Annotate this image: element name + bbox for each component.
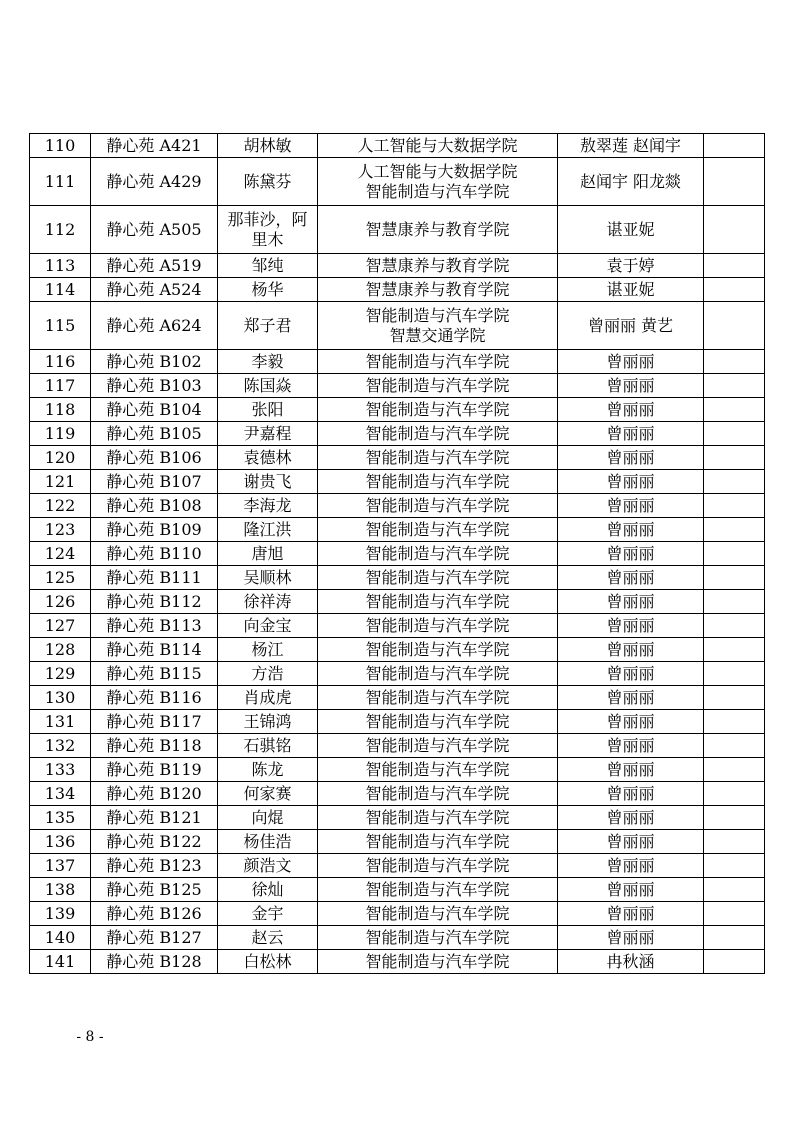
cell-room: 静心苑 B109	[91, 518, 218, 542]
cell-college	[318, 206, 558, 254]
cell-counselor: 曾丽丽	[558, 710, 704, 734]
cell-remark	[704, 854, 765, 878]
cell-college	[318, 446, 558, 470]
cell-counselor: 曾丽丽	[558, 350, 704, 374]
college-line: 智慧康养与教育学院	[365, 219, 510, 239]
cell-remark	[704, 902, 765, 926]
cell-college	[318, 566, 558, 590]
college-line: 智能制造与汽车学院	[365, 783, 510, 803]
cell-remark	[704, 518, 765, 542]
cell-name: 向金宝	[218, 614, 318, 638]
cell-number: 136	[30, 830, 91, 854]
cell-counselor: 曾丽丽	[558, 878, 704, 902]
cell-remark	[704, 542, 765, 566]
table-row	[30, 206, 765, 254]
cell-remark	[704, 422, 765, 446]
cell-college	[318, 662, 558, 686]
cell-room: 静心苑 B107	[91, 470, 218, 494]
cell-name: 方浩	[218, 662, 318, 686]
college-line: 智能制造与汽车学院	[365, 375, 510, 395]
college-line: 智能制造与汽车学院	[365, 495, 510, 515]
table-row	[30, 710, 765, 734]
cell-number: 112	[30, 206, 91, 254]
cell-room: 静心苑 B112	[91, 590, 218, 614]
cell-name: 金宇	[218, 902, 318, 926]
table-row	[30, 278, 765, 302]
cell-counselor: 曾丽丽 黄艺	[558, 302, 704, 350]
cell-number: 122	[30, 494, 91, 518]
cell-name: 胡林敏	[218, 134, 318, 158]
cell-name: 王锦鸿	[218, 710, 318, 734]
cell-number: 116	[30, 350, 91, 374]
cell-number: 126	[30, 590, 91, 614]
cell-counselor: 曾丽丽	[558, 374, 704, 398]
cell-remark	[704, 614, 765, 638]
cell-counselor: 曾丽丽	[558, 902, 704, 926]
cell-name: 袁德林	[218, 446, 318, 470]
cell-name: 白松林	[218, 950, 318, 974]
cell-counselor: 曾丽丽	[558, 782, 704, 806]
cell-room: 静心苑 A519	[91, 254, 218, 278]
table-row	[30, 398, 765, 422]
college-line: 智能制造与汽车学院	[365, 711, 510, 731]
college-line: 智能制造与汽车学院	[365, 351, 510, 371]
college-line: 智慧康养与教育学院	[365, 255, 510, 275]
cell-number: 118	[30, 398, 91, 422]
college-line: 智能制造与汽车学院	[365, 615, 510, 635]
cell-room: 静心苑 B116	[91, 686, 218, 710]
cell-counselor: 曾丽丽	[558, 614, 704, 638]
cell-room: 静心苑 B115	[91, 662, 218, 686]
college-line: 智能制造与汽车学院	[365, 903, 510, 923]
cell-college	[318, 518, 558, 542]
table-row	[30, 542, 765, 566]
cell-remark	[704, 662, 765, 686]
cell-name: 赵云	[218, 926, 318, 950]
cell-counselor: 曾丽丽	[558, 422, 704, 446]
cell-counselor: 曾丽丽	[558, 686, 704, 710]
college-line: 智能制造与汽车学院	[365, 447, 510, 467]
cell-counselor: 曾丽丽	[558, 926, 704, 950]
college-line: 智能制造与汽车学院	[365, 759, 510, 779]
table-row	[30, 782, 765, 806]
college-line: 智能制造与汽车学院	[365, 181, 510, 201]
college-line: 智能制造与汽车学院	[365, 663, 510, 683]
cell-number: 119	[30, 422, 91, 446]
cell-name: 颜浩文	[218, 854, 318, 878]
table-row	[30, 374, 765, 398]
cell-name: 杨华	[218, 278, 318, 302]
cell-room: 静心苑 B127	[91, 926, 218, 950]
cell-name: 郑子君	[218, 302, 318, 350]
table-row	[30, 422, 765, 446]
table-row	[30, 950, 765, 974]
cell-number: 135	[30, 806, 91, 830]
cell-remark	[704, 206, 765, 254]
cell-counselor: 曾丽丽	[558, 542, 704, 566]
cell-counselor: 曾丽丽	[558, 590, 704, 614]
cell-remark	[704, 278, 765, 302]
cell-room: 静心苑 B111	[91, 566, 218, 590]
cell-name: 陈黛芬	[218, 158, 318, 206]
cell-number: 121	[30, 470, 91, 494]
cell-counselor: 曾丽丽	[558, 662, 704, 686]
cell-remark	[704, 710, 765, 734]
table-row	[30, 686, 765, 710]
cell-room: 静心苑 B118	[91, 734, 218, 758]
cell-counselor: 冉秋涵	[558, 950, 704, 974]
college-line: 智能制造与汽车学院	[365, 927, 510, 947]
cell-number: 137	[30, 854, 91, 878]
cell-college	[318, 278, 558, 302]
cell-college	[318, 854, 558, 878]
cell-remark	[704, 494, 765, 518]
cell-college	[318, 254, 558, 278]
cell-room: 静心苑 B106	[91, 446, 218, 470]
table-row	[30, 566, 765, 590]
college-line: 智能制造与汽车学院	[365, 591, 510, 611]
table-row	[30, 446, 765, 470]
cell-remark	[704, 782, 765, 806]
cell-room: 静心苑 A505	[91, 206, 218, 254]
cell-college	[318, 686, 558, 710]
cell-college	[318, 470, 558, 494]
cell-room: 静心苑 B123	[91, 854, 218, 878]
cell-name: 陈龙	[218, 758, 318, 782]
college-line: 智能制造与汽车学院	[365, 855, 510, 875]
cell-college	[318, 494, 558, 518]
cell-room: 静心苑 B103	[91, 374, 218, 398]
table-row	[30, 854, 765, 878]
cell-number: 133	[30, 758, 91, 782]
cell-room: 静心苑 B119	[91, 758, 218, 782]
cell-name: 石骐铭	[218, 734, 318, 758]
cell-counselor: 曾丽丽	[558, 566, 704, 590]
cell-room: 静心苑 B117	[91, 710, 218, 734]
cell-name: 尹嘉程	[218, 422, 318, 446]
college-line: 智能制造与汽车学院	[365, 807, 510, 827]
cell-counselor: 曾丽丽	[558, 806, 704, 830]
cell-name: 杨佳浩	[218, 830, 318, 854]
cell-room: 静心苑 B120	[91, 782, 218, 806]
cell-name: 杨江	[218, 638, 318, 662]
cell-number: 113	[30, 254, 91, 278]
table-row	[30, 134, 765, 158]
cell-number: 124	[30, 542, 91, 566]
college-line: 智能制造与汽车学院	[365, 831, 510, 851]
table-row	[30, 254, 765, 278]
cell-number: 132	[30, 734, 91, 758]
cell-college	[318, 638, 558, 662]
cell-room: 静心苑 B102	[91, 350, 218, 374]
cell-college	[318, 902, 558, 926]
cell-counselor: 曾丽丽	[558, 638, 704, 662]
cell-college	[318, 830, 558, 854]
cell-remark	[704, 302, 765, 350]
cell-number: 125	[30, 566, 91, 590]
college-line: 智能制造与汽车学院	[365, 639, 510, 659]
college-line: 智能制造与汽车学院	[365, 567, 510, 587]
cell-room: 静心苑 B110	[91, 542, 218, 566]
table-row	[30, 638, 765, 662]
cell-name: 吴顺林	[218, 566, 318, 590]
cell-room: 静心苑 A624	[91, 302, 218, 350]
cell-number: 131	[30, 710, 91, 734]
cell-college	[318, 302, 558, 350]
cell-name: 谢贵飞	[218, 470, 318, 494]
cell-counselor: 曾丽丽	[558, 398, 704, 422]
cell-name: 李海龙	[218, 494, 318, 518]
cell-counselor: 曾丽丽	[558, 734, 704, 758]
cell-number: 111	[30, 158, 91, 206]
cell-remark	[704, 134, 765, 158]
college-line: 智能制造与汽车学院	[365, 687, 510, 707]
table-row	[30, 158, 765, 206]
college-line: 人工智能与大数据学院	[357, 161, 518, 181]
college-line: 智能制造与汽车学院	[365, 423, 510, 443]
table-row	[30, 806, 765, 830]
cell-name: 张阳	[218, 398, 318, 422]
table-row	[30, 926, 765, 950]
cell-room: 静心苑 B126	[91, 902, 218, 926]
cell-number: 127	[30, 614, 91, 638]
cell-remark	[704, 734, 765, 758]
cell-room: 静心苑 B125	[91, 878, 218, 902]
cell-number: 117	[30, 374, 91, 398]
cell-name: 向焜	[218, 806, 318, 830]
cell-number: 139	[30, 902, 91, 926]
table-row	[30, 878, 765, 902]
table-row	[30, 758, 765, 782]
table-row	[30, 350, 765, 374]
cell-remark	[704, 830, 765, 854]
college-line: 智能制造与汽车学院	[365, 543, 510, 563]
table-row	[30, 830, 765, 854]
cell-remark	[704, 878, 765, 902]
college-line: 人工智能与大数据学院	[357, 135, 518, 155]
cell-counselor: 曾丽丽	[558, 518, 704, 542]
cell-name: 唐旭	[218, 542, 318, 566]
cell-college	[318, 926, 558, 950]
cell-name: 陈国焱	[218, 374, 318, 398]
college-line: 智能制造与汽车学院	[365, 471, 510, 491]
cell-college	[318, 158, 558, 206]
cell-college	[318, 374, 558, 398]
cell-room: 静心苑 B122	[91, 830, 218, 854]
cell-name: 徐灿	[218, 878, 318, 902]
cell-remark	[704, 254, 765, 278]
college-line: 智能制造与汽车学院	[365, 879, 510, 899]
cell-remark	[704, 926, 765, 950]
cell-remark	[704, 374, 765, 398]
table-row	[30, 902, 765, 926]
cell-college	[318, 422, 558, 446]
college-line: 智能制造与汽车学院	[365, 399, 510, 419]
cell-college	[318, 614, 558, 638]
college-line: 智能制造与汽车学院	[365, 735, 510, 755]
cell-remark	[704, 398, 765, 422]
cell-college	[318, 134, 558, 158]
cell-number: 141	[30, 950, 91, 974]
cell-remark	[704, 686, 765, 710]
cell-college	[318, 878, 558, 902]
cell-name: 李毅	[218, 350, 318, 374]
cell-college	[318, 710, 558, 734]
cell-college	[318, 398, 558, 422]
cell-number: 129	[30, 662, 91, 686]
table-row	[30, 518, 765, 542]
cell-room: 静心苑 B105	[91, 422, 218, 446]
cell-number: 110	[30, 134, 91, 158]
cell-number: 138	[30, 878, 91, 902]
cell-counselor: 曾丽丽	[558, 446, 704, 470]
table-row	[30, 734, 765, 758]
cell-name: 肖成虎	[218, 686, 318, 710]
cell-remark	[704, 566, 765, 590]
cell-remark	[704, 590, 765, 614]
college-line: 智慧康养与教育学院	[365, 279, 510, 299]
cell-college	[318, 950, 558, 974]
cell-remark	[704, 446, 765, 470]
cell-college	[318, 542, 558, 566]
cell-remark	[704, 758, 765, 782]
cell-number: 120	[30, 446, 91, 470]
cell-room: 静心苑 A421	[91, 134, 218, 158]
table-row	[30, 590, 765, 614]
cell-remark	[704, 806, 765, 830]
college-line: 智能制造与汽车学院	[365, 951, 510, 971]
cell-name: 何家赛	[218, 782, 318, 806]
cell-counselor: 谌亚妮	[558, 278, 704, 302]
cell-number: 123	[30, 518, 91, 542]
table-row	[30, 614, 765, 638]
page-number: - 8 -	[76, 1029, 104, 1045]
cell-college	[318, 734, 558, 758]
table-row	[30, 494, 765, 518]
cell-room: 静心苑 A429	[91, 158, 218, 206]
cell-counselor: 曾丽丽	[558, 830, 704, 854]
dormitory-table	[29, 133, 765, 974]
college-line: 智能制造与汽车学院	[365, 305, 510, 325]
cell-number: 128	[30, 638, 91, 662]
cell-counselor: 敖翠莲 赵闻宇	[558, 134, 704, 158]
cell-name: 徐祥涛	[218, 590, 318, 614]
cell-number: 140	[30, 926, 91, 950]
cell-counselor: 曾丽丽	[558, 494, 704, 518]
cell-counselor: 袁于婷	[558, 254, 704, 278]
table-row	[30, 470, 765, 494]
cell-counselor: 曾丽丽	[558, 470, 704, 494]
cell-remark	[704, 158, 765, 206]
cell-room: 静心苑 B113	[91, 614, 218, 638]
cell-room: 静心苑 B114	[91, 638, 218, 662]
cell-name: 邹纯	[218, 254, 318, 278]
cell-counselor: 曾丽丽	[558, 758, 704, 782]
cell-room: 静心苑 A524	[91, 278, 218, 302]
cell-college	[318, 782, 558, 806]
table-body	[30, 134, 765, 974]
cell-remark	[704, 350, 765, 374]
college-line: 智慧交通学院	[389, 325, 486, 345]
cell-remark	[704, 470, 765, 494]
cell-college	[318, 806, 558, 830]
cell-college	[318, 590, 558, 614]
cell-name: 隆江洪	[218, 518, 318, 542]
cell-college	[318, 350, 558, 374]
cell-room: 静心苑 B108	[91, 494, 218, 518]
cell-number: 134	[30, 782, 91, 806]
cell-counselor: 谌亚妮	[558, 206, 704, 254]
table-row	[30, 662, 765, 686]
cell-number: 130	[30, 686, 91, 710]
cell-college	[318, 758, 558, 782]
cell-counselor: 曾丽丽	[558, 854, 704, 878]
cell-counselor: 赵闻宇 阳龙燚	[558, 158, 704, 206]
cell-remark	[704, 950, 765, 974]
cell-name: 那菲沙，阿里木	[218, 206, 318, 254]
cell-number: 114	[30, 278, 91, 302]
cell-room: 静心苑 B128	[91, 950, 218, 974]
college-line: 智能制造与汽车学院	[365, 519, 510, 539]
cell-number: 115	[30, 302, 91, 350]
cell-room: 静心苑 B121	[91, 806, 218, 830]
table-row	[30, 302, 765, 350]
cell-room: 静心苑 B104	[91, 398, 218, 422]
cell-remark	[704, 638, 765, 662]
